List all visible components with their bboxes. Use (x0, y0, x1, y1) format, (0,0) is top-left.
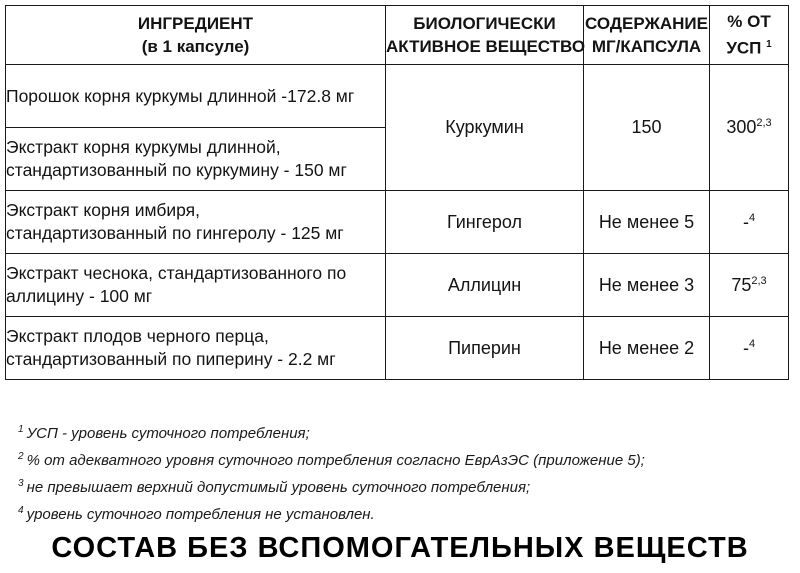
header-content: СОДЕРЖАНИЕ МГ/КАПСУЛА (584, 6, 710, 65)
ingredient-cell: Экстракт корня куркумы длинной, стандартизованный по куркумину - 150 мг (6, 128, 386, 191)
ingredient-cell: Порошок корня куркумы длинной -172.8 мг (6, 65, 386, 128)
footnote-ref: 4 (748, 337, 756, 350)
content-cell: 150 (584, 65, 710, 191)
footnote-ref: 2,3 (756, 117, 772, 129)
percent-cell: 75$^{2,3}$ (710, 254, 789, 317)
percent-cell: -$^4$ (710, 317, 789, 380)
footnote: $^3$ не превышает верхний допустимый уровень суточного потребления; (18, 478, 531, 496)
table-header-row (6, 6, 789, 65)
percent-cell: -$^4$ (710, 191, 789, 254)
footnote: $^2$ % от адекватного уровня суточного потребления согласно ЕврАзЭС (приложение 5); (18, 451, 645, 469)
table-row (6, 191, 789, 254)
percent-cell: 300$^{2,3}$ (710, 65, 789, 191)
active-substance-cell: Аллицин (386, 254, 584, 317)
header-active-substance: БИОЛОГИЧЕСКИ АКТИВНОЕ ВЕЩЕСТВО (386, 6, 584, 65)
footnote: $^4$ уровень суточного потребления не установлен. (18, 505, 375, 523)
table-row (6, 317, 789, 380)
ingredient-cell: Экстракт плодов черного перца, стандартизованный по пиперину - 2.2 мг (6, 317, 386, 380)
ingredient-cell: Экстракт чеснока, стандартизованного по аллицину - 100 мг (6, 254, 386, 317)
composition-title: СОСТАВ БЕЗ ВСПОМОГАТЕЛЬНЫХ ВЕЩЕСТВ (51, 532, 749, 564)
footnote-ref: 1 (766, 39, 772, 51)
footnote-ref: 4 (748, 211, 756, 224)
table-row (6, 254, 789, 317)
header-percent-usp: % ОТ УСП $^1$ (710, 6, 789, 65)
header-ingredient: ИНГРЕДИЕНТ (в 1 капсуле) (6, 6, 386, 65)
content-cell: Не менее 2 (584, 317, 710, 380)
footnote: $^1$ УСП - уровень суточного потребления; (18, 424, 310, 442)
footnote-ref: 2,3 (751, 274, 767, 287)
active-substance-cell: Пиперин (386, 317, 584, 380)
composition-table (5, 5, 789, 380)
ingredient-cell: Экстракт корня имбиря, стандартизованный по гингеролу - 125 мг (6, 191, 386, 254)
active-substance-cell: Гингерол (386, 191, 584, 254)
active-substance-cell: Куркумин (386, 65, 584, 191)
footnotes (18, 418, 788, 526)
table-row (6, 65, 789, 128)
content-cell: Не менее 5 (584, 191, 710, 254)
content-cell: Не менее 3 (584, 254, 710, 317)
